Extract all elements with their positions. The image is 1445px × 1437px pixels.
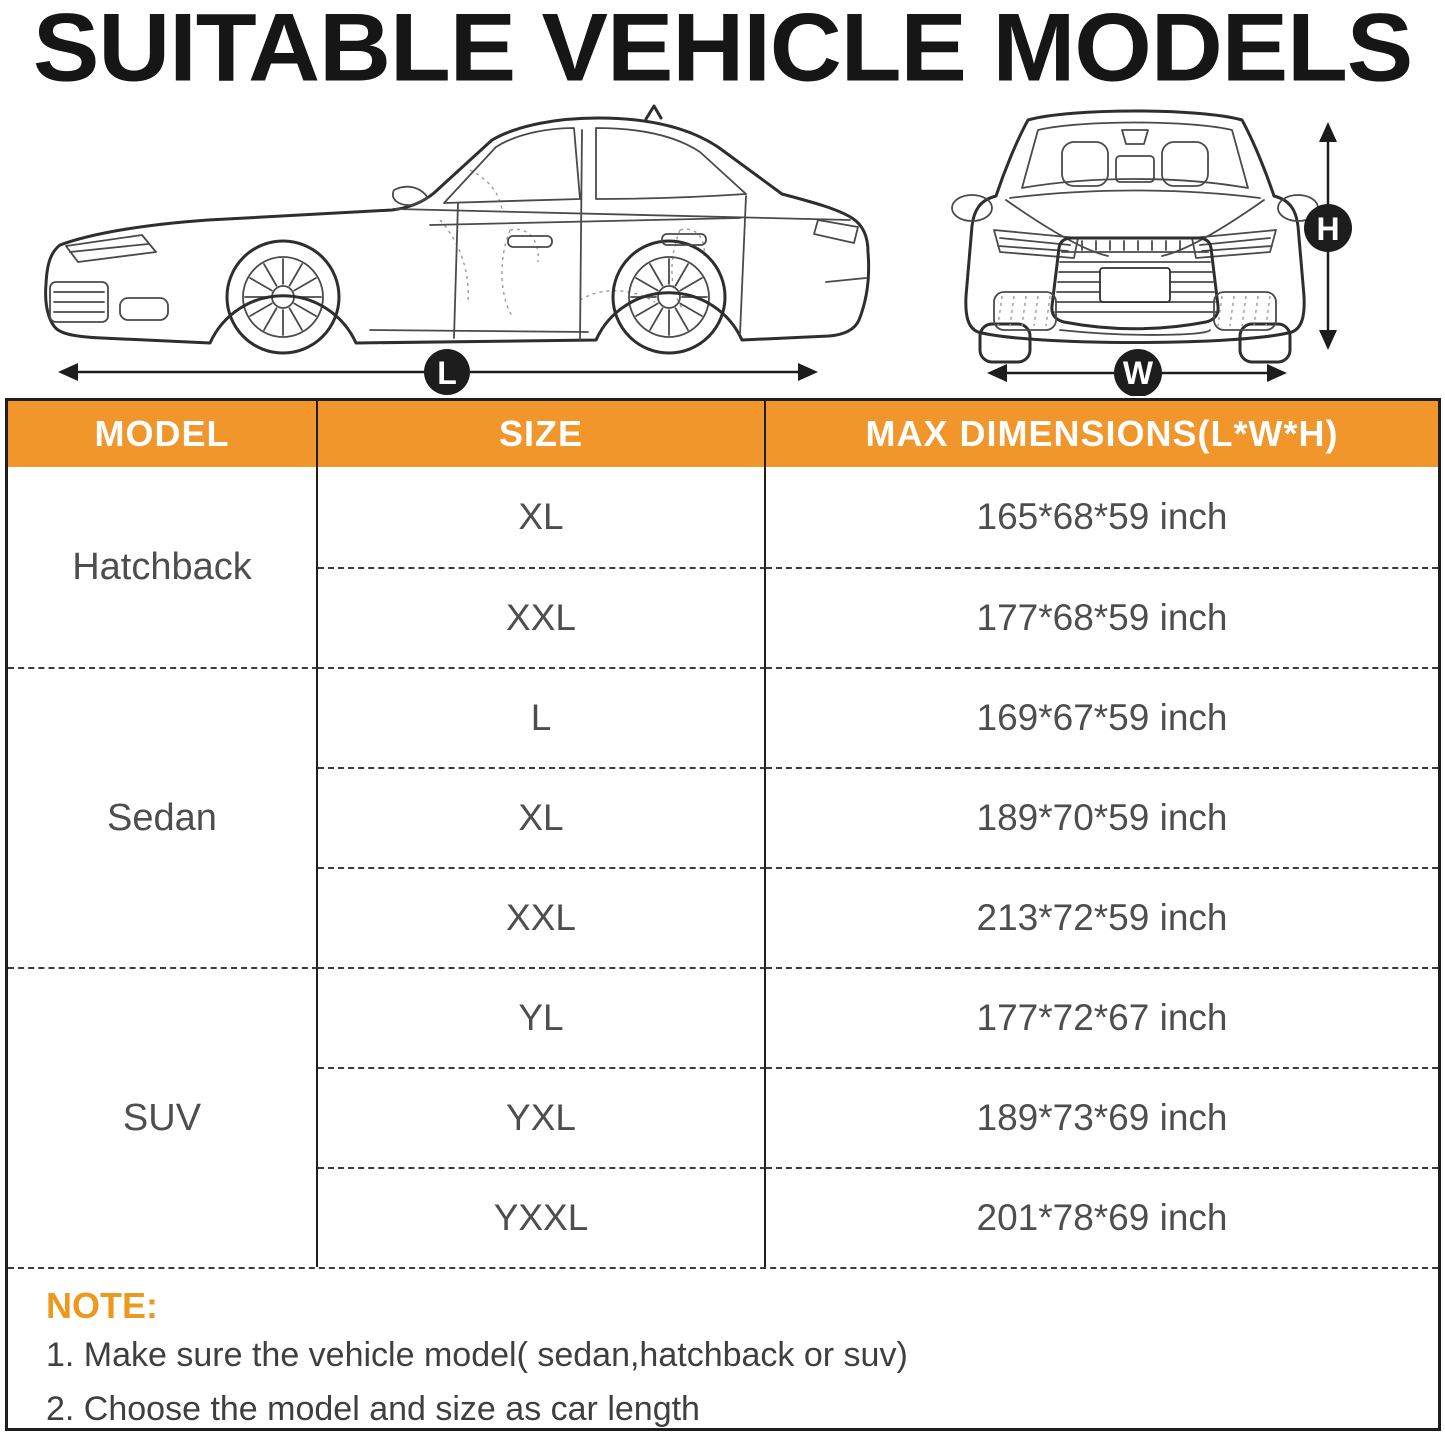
dimensions-cell: 189*73*69 inch (766, 1067, 1438, 1167)
width-label: W (1122, 355, 1154, 391)
header-dimensions: MAX DIMENSIONS(L*W*H) (766, 401, 1438, 467)
size-cell: L (318, 667, 766, 767)
model-sedan: Sedan (8, 667, 318, 967)
note-label: NOTE: (46, 1285, 158, 1326)
fog-lamp-right (1214, 292, 1276, 330)
length-arrow (58, 349, 818, 395)
side-view-car-illustration (46, 106, 869, 353)
dimensions-cell: 201*78*69 inch (766, 1167, 1438, 1267)
model-suv: SUV (8, 967, 318, 1267)
note-item-2: 2. Choose the model and size as car length (46, 1390, 700, 1429)
size-cell: XL (318, 767, 766, 867)
note-section (8, 1267, 1438, 1428)
front-view-car-illustration (952, 111, 1318, 362)
dimensions-cell: 169*67*59 inch (766, 667, 1438, 767)
header-model: MODEL (8, 401, 318, 467)
size-table (5, 398, 1441, 1431)
size-cell: XXL (318, 867, 766, 967)
dimensions-cell: 165*68*59 inch (976, 496, 1228, 537)
dimensions-cell: 213*72*59 inch (766, 867, 1438, 967)
size-cell: XL (318, 467, 766, 567)
dimensions-cell: 189*70*59 inch (766, 767, 1438, 867)
height-label: H (1316, 211, 1340, 247)
dimensions-cell: 177*68*59 inch (766, 567, 1438, 667)
size-cell: YXXL (318, 1167, 766, 1267)
note-item-1: 1. Make sure the vehicle model( sedan,hatchback or suv) (46, 1336, 908, 1374)
height-arrow (1304, 122, 1352, 350)
size-cell: XXL (318, 567, 766, 667)
page-title: SUITABLE VEHICLE MODELS (32, 0, 1413, 102)
rear-wheel (613, 241, 725, 353)
model-hatchback: Hatchback (8, 467, 318, 667)
dimensions-cell: 177*72*67 inch (766, 967, 1438, 1067)
size-cell: YL (318, 967, 766, 1067)
header-size: SIZE (318, 401, 766, 467)
vehicle-diagrams (0, 88, 1445, 396)
length-label: L (437, 355, 457, 391)
size-cell: YXL (318, 1067, 766, 1167)
